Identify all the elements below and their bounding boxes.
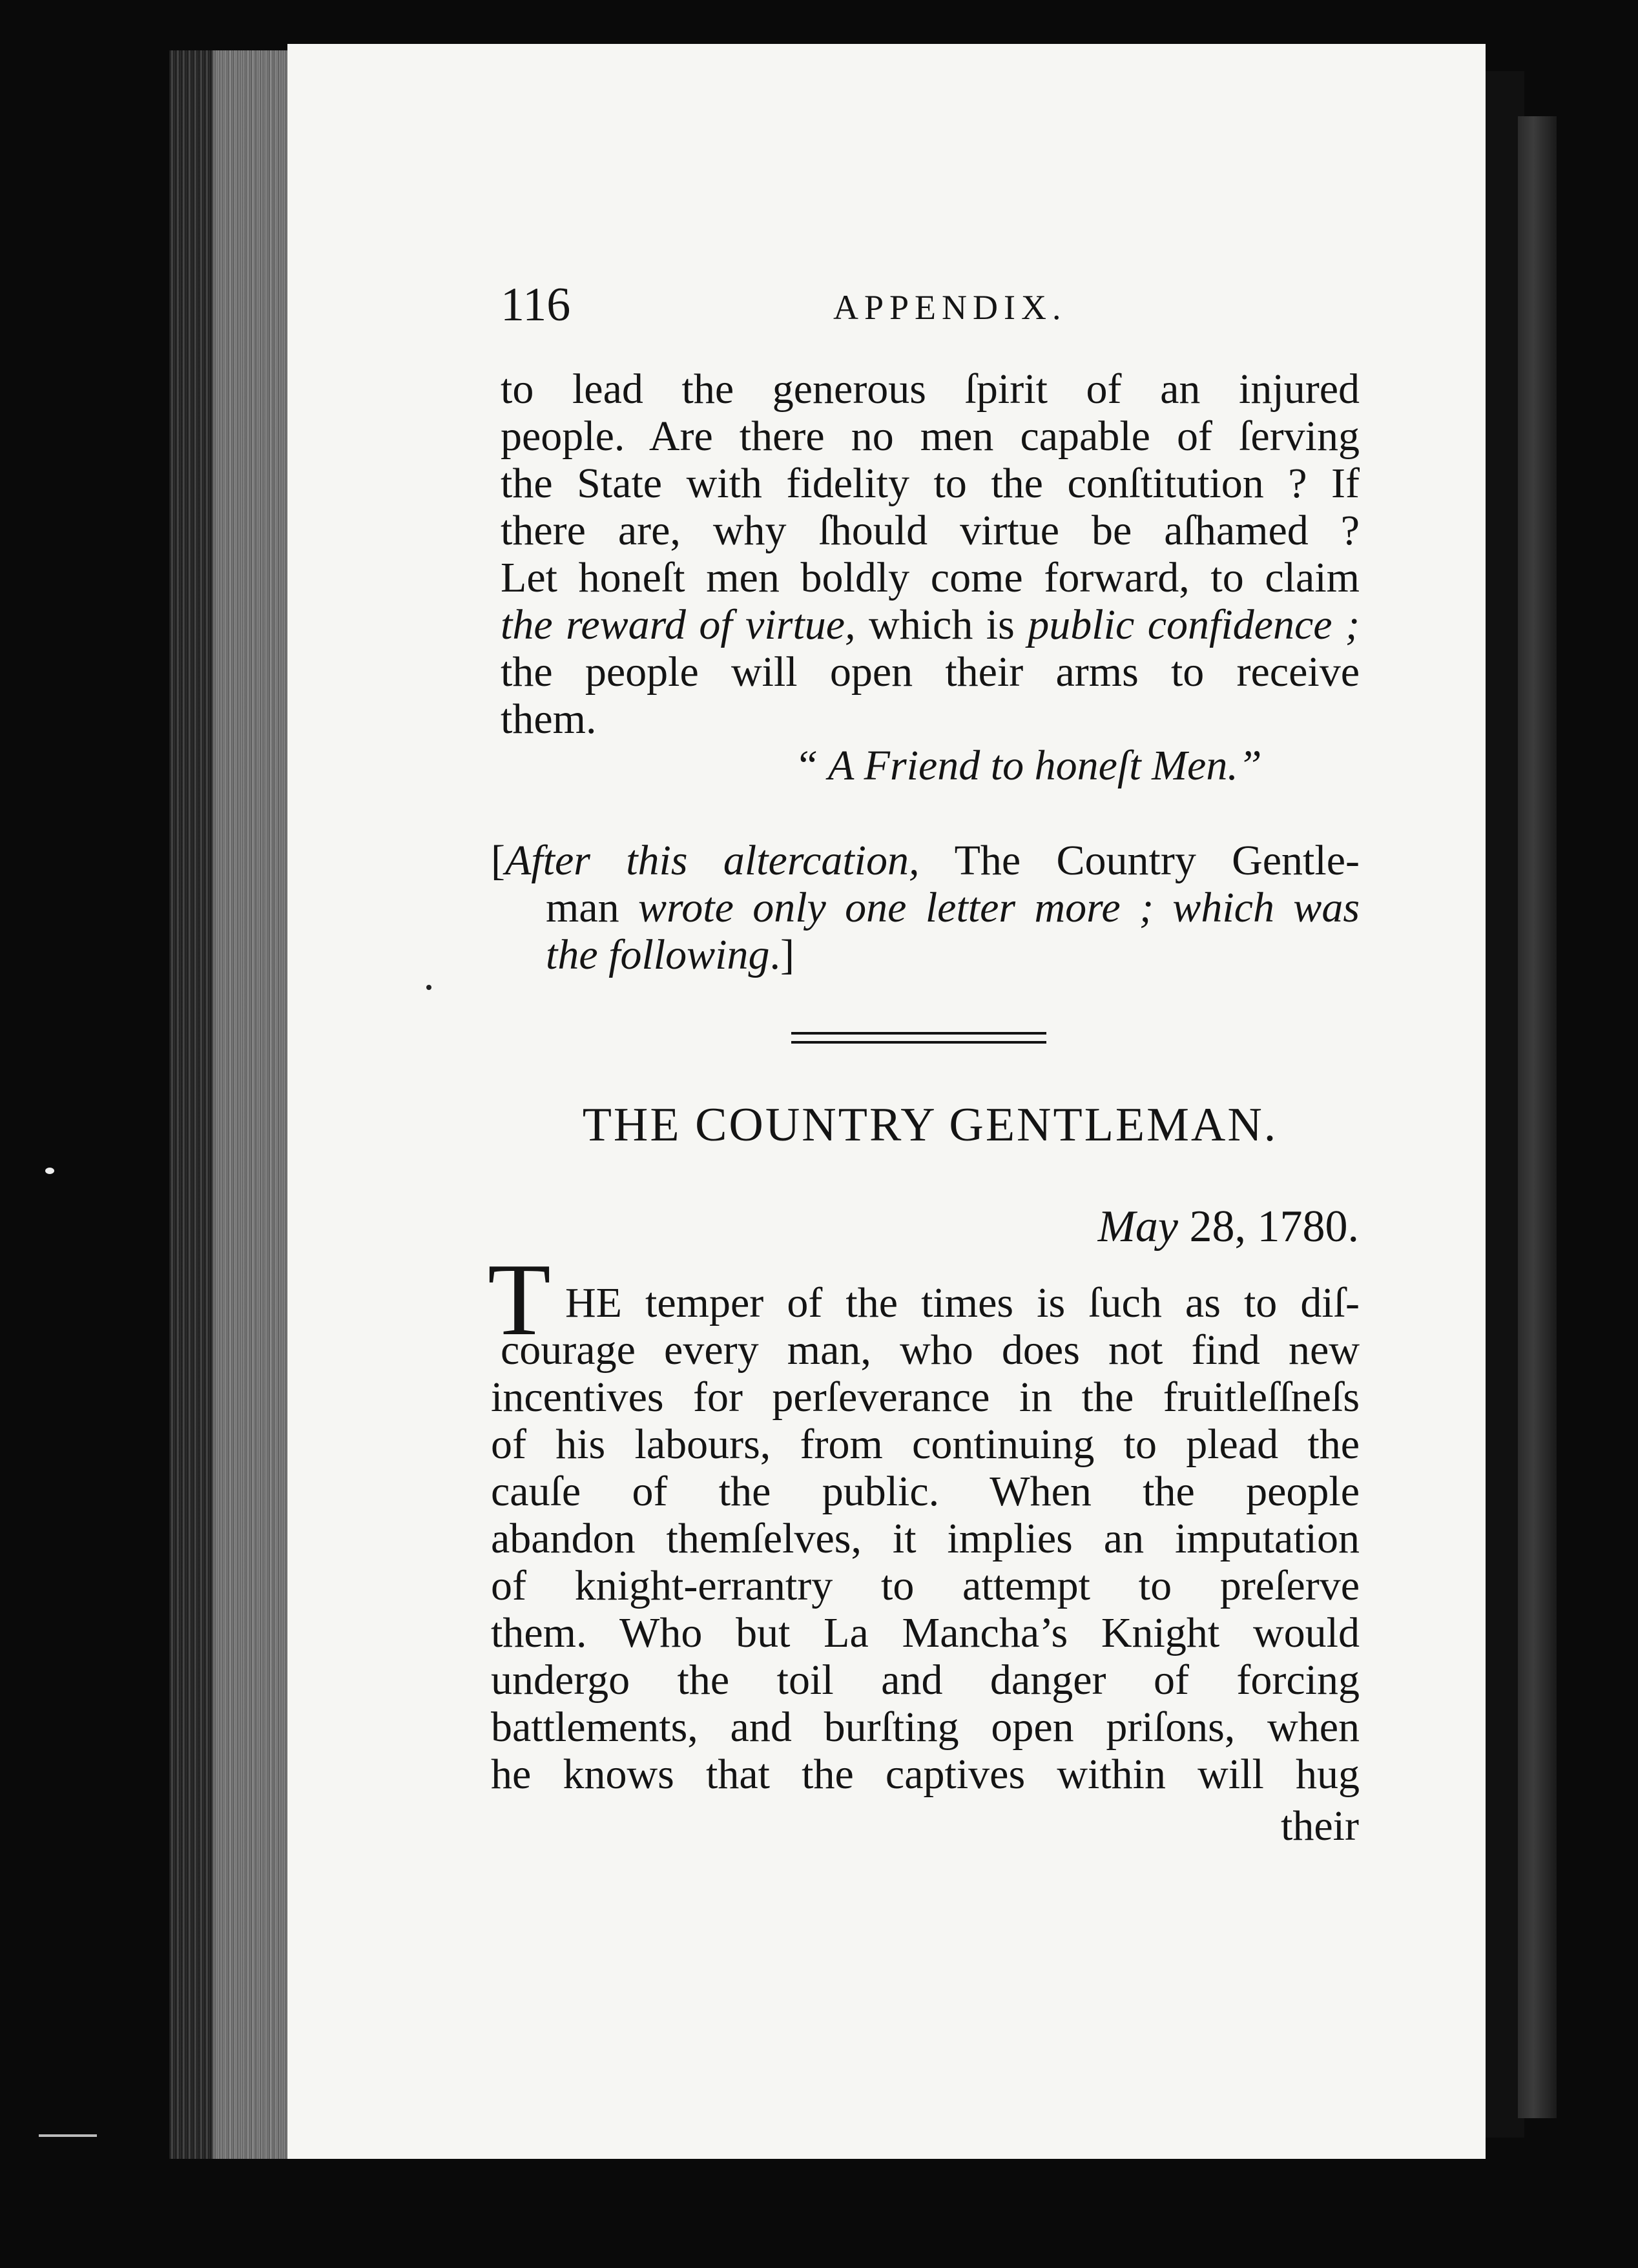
text-line: Let honeſt men boldly come forward, to claim bbox=[501, 554, 1360, 601]
catchword: their bbox=[1281, 1802, 1359, 1850]
text-line: of knight-errantry to attempt to preſerve bbox=[491, 1562, 1360, 1609]
drop-cap: T bbox=[488, 1242, 551, 1357]
text-line: he knows that the captives within will hug bbox=[491, 1751, 1360, 1798]
book-page-edges-highlight bbox=[213, 50, 291, 2159]
text-line: people. Are there no men capable of ſerving bbox=[501, 413, 1360, 460]
scan-mark bbox=[39, 2134, 97, 2137]
text-line: incentives for perſeverance in the fruitleſſneſs bbox=[491, 1374, 1360, 1421]
roman-phrase: The Country Gentle- bbox=[919, 837, 1360, 884]
page-number: 116 bbox=[501, 278, 571, 331]
text-line: there are, why ſhould virtue be aſhamed ? bbox=[501, 507, 1360, 554]
text-line-mixed bbox=[501, 601, 1360, 648]
section-heading: THE COUNTRY GENTLEMAN. bbox=[582, 1098, 1278, 1151]
text-line: them. Who but La Mancha’s Knight would bbox=[491, 1609, 1360, 1656]
italic-phrase: the reward of virtue, bbox=[501, 601, 856, 648]
text-line: courage every man, who does not find new bbox=[501, 1326, 1360, 1374]
dateline bbox=[1098, 1201, 1359, 1253]
scan-speck bbox=[45, 1168, 54, 1174]
section-rule bbox=[791, 1032, 1046, 1035]
text-line: to lead the generous ſpirit of an injured bbox=[501, 366, 1360, 413]
text-line: HE temper of the times is ſuch as to diſ- bbox=[565, 1279, 1360, 1326]
section-rule bbox=[791, 1041, 1046, 1044]
italic-phrase: wrote only one letter more ; which was bbox=[638, 884, 1360, 931]
text-line: undergo the toil and danger of forcing bbox=[491, 1656, 1360, 1704]
note-line bbox=[546, 884, 1360, 931]
text-line: of his labours, from continuing to plead the bbox=[491, 1421, 1360, 1468]
text-line: the people will open their arms to receive bbox=[501, 648, 1360, 696]
text-line: the State with fidelity to the conſtitution ? If bbox=[501, 460, 1360, 507]
close-bracket: .] bbox=[769, 931, 794, 978]
italic-phrase: the following bbox=[546, 931, 770, 978]
note-line bbox=[546, 931, 1360, 978]
italic-phrase: public confidence ; bbox=[1028, 601, 1360, 648]
roman-phrase: man bbox=[546, 884, 638, 931]
italic-phrase: After this altercation, bbox=[504, 837, 920, 884]
text-line: cauſe of the public. When the people bbox=[491, 1468, 1360, 1515]
text-line: battlements, and burſting open priſons, when bbox=[491, 1704, 1360, 1751]
text-line: abandon themſelves, it implies an imputation bbox=[491, 1515, 1360, 1562]
dateline-day-year: 28, 1780. bbox=[1178, 1202, 1359, 1252]
dateline-month: May bbox=[1097, 1202, 1178, 1252]
open-bracket: [ bbox=[491, 837, 505, 884]
facing-page-edge bbox=[1518, 116, 1557, 2118]
ink-speck bbox=[426, 985, 431, 990]
text-line: them. bbox=[501, 696, 597, 743]
letter-signature: “ A Friend to honeſt Men.” bbox=[794, 742, 1262, 789]
note-line bbox=[491, 837, 1360, 884]
roman-phrase: which is bbox=[855, 601, 1028, 648]
running-title: APPENDIX. bbox=[833, 288, 1067, 327]
